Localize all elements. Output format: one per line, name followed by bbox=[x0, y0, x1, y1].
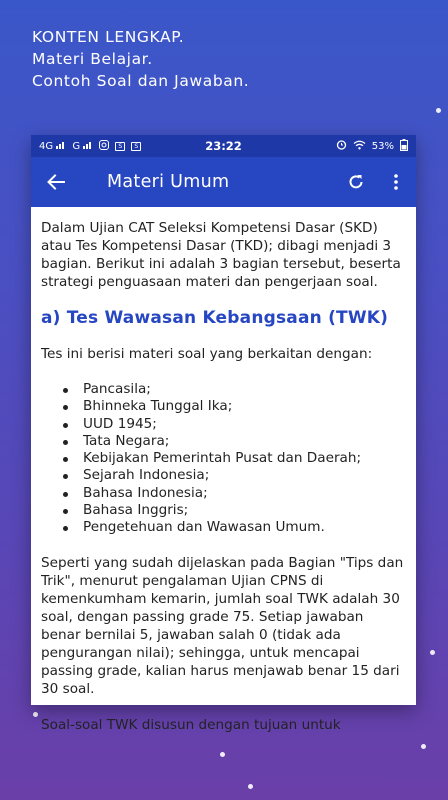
notification-box-icon: S bbox=[115, 142, 125, 151]
list-item: Sejarah Indonesia; bbox=[63, 467, 406, 484]
section-lead: Tes ini berisi materi soal yang berkaitan dengan: bbox=[41, 346, 373, 362]
list-item: Pancasila; bbox=[63, 381, 406, 398]
list-item: Tata Negara; bbox=[63, 433, 406, 450]
article-content bbox=[31, 207, 416, 733]
topic-list bbox=[41, 381, 406, 537]
list-item: Bahasa Indonesia; bbox=[63, 485, 406, 502]
status-time: 23:22 bbox=[205, 139, 242, 153]
list-item: Bahasa Inggris; bbox=[63, 502, 406, 519]
app-bar-actions bbox=[336, 157, 416, 207]
promo-text bbox=[32, 26, 249, 92]
notification-box-icon: S bbox=[131, 142, 141, 151]
instagram-icon bbox=[99, 140, 109, 153]
sparkle-decoration bbox=[220, 752, 225, 757]
app-bar bbox=[31, 157, 416, 207]
article-intro: Dalam Ujian CAT Seleksi Kompetensi Dasar (SKD) atau Tes Kompetensi Dasar (TKD); dibagi menjadi 3 bagian. Berikut ini adalah 3 bagian tersebut, beserta strategi penguasaan materi dan pengerjaan soal. bbox=[41, 220, 401, 290]
arrow-back-icon bbox=[47, 174, 65, 190]
app-bar-title: Materi Umum bbox=[107, 172, 230, 192]
refresh-button[interactable] bbox=[336, 157, 376, 207]
battery-icon bbox=[400, 139, 408, 154]
signal-4g-icon bbox=[39, 141, 66, 152]
promo-line-2: Materi Belajar. bbox=[32, 50, 153, 68]
sparkle-decoration bbox=[430, 650, 435, 655]
network-type: 4G bbox=[39, 140, 54, 152]
list-item: Bhinneka Tunggal Ika; bbox=[63, 398, 406, 415]
phone-screen bbox=[31, 135, 416, 733]
battery-percent: 53% bbox=[371, 140, 394, 152]
network-type-2: G bbox=[72, 140, 81, 152]
back-button[interactable] bbox=[31, 157, 81, 207]
cutoff-text: Soal-soal TWK disusun dengan tujuan untuk bbox=[41, 716, 341, 733]
refresh-icon bbox=[347, 173, 365, 191]
more-vertical-icon bbox=[394, 174, 398, 190]
signal-g-icon bbox=[72, 141, 93, 152]
status-bar bbox=[31, 135, 416, 157]
sparkle-decoration bbox=[421, 744, 426, 749]
sparkle-decoration bbox=[436, 108, 441, 113]
promo-line-1: KONTEN LENGKAP. bbox=[32, 28, 185, 46]
section-heading: a) Tes Wawasan Kebangsaan (TWK) bbox=[41, 308, 389, 328]
promo-line-3: Contoh Soal dan Jawaban. bbox=[32, 72, 250, 90]
wifi-icon bbox=[353, 140, 366, 153]
list-item: Kebijakan Pemerintah Pusat dan Daerah; bbox=[63, 450, 406, 467]
list-item: UUD 1945; bbox=[63, 416, 406, 433]
list-item: Pengetehuan dan Wawasan Umum. bbox=[63, 519, 406, 536]
sparkle-decoration bbox=[248, 784, 253, 789]
overflow-menu-button[interactable] bbox=[376, 157, 416, 207]
status-left bbox=[39, 140, 141, 153]
cutoff-paragraph bbox=[41, 716, 406, 733]
status-right bbox=[336, 139, 408, 154]
alarm-icon bbox=[336, 139, 347, 153]
section-paragraph: Seperti yang sudah dijelaskan pada Bagian "Tips dan Trik", menurut pengalaman Ujian CPNS di kemenkumham kemarin, jumlah soal TWK adalah 30 soal, dengan passing grade 75. Setiap jawaban benar bernilai 5, jawaban salah 0 (tidak ada pengurangan nilai); sehingga, untuk mencapai passing grade, kalian harus menjawab benar 15 dari 30 soal. bbox=[41, 554, 404, 697]
